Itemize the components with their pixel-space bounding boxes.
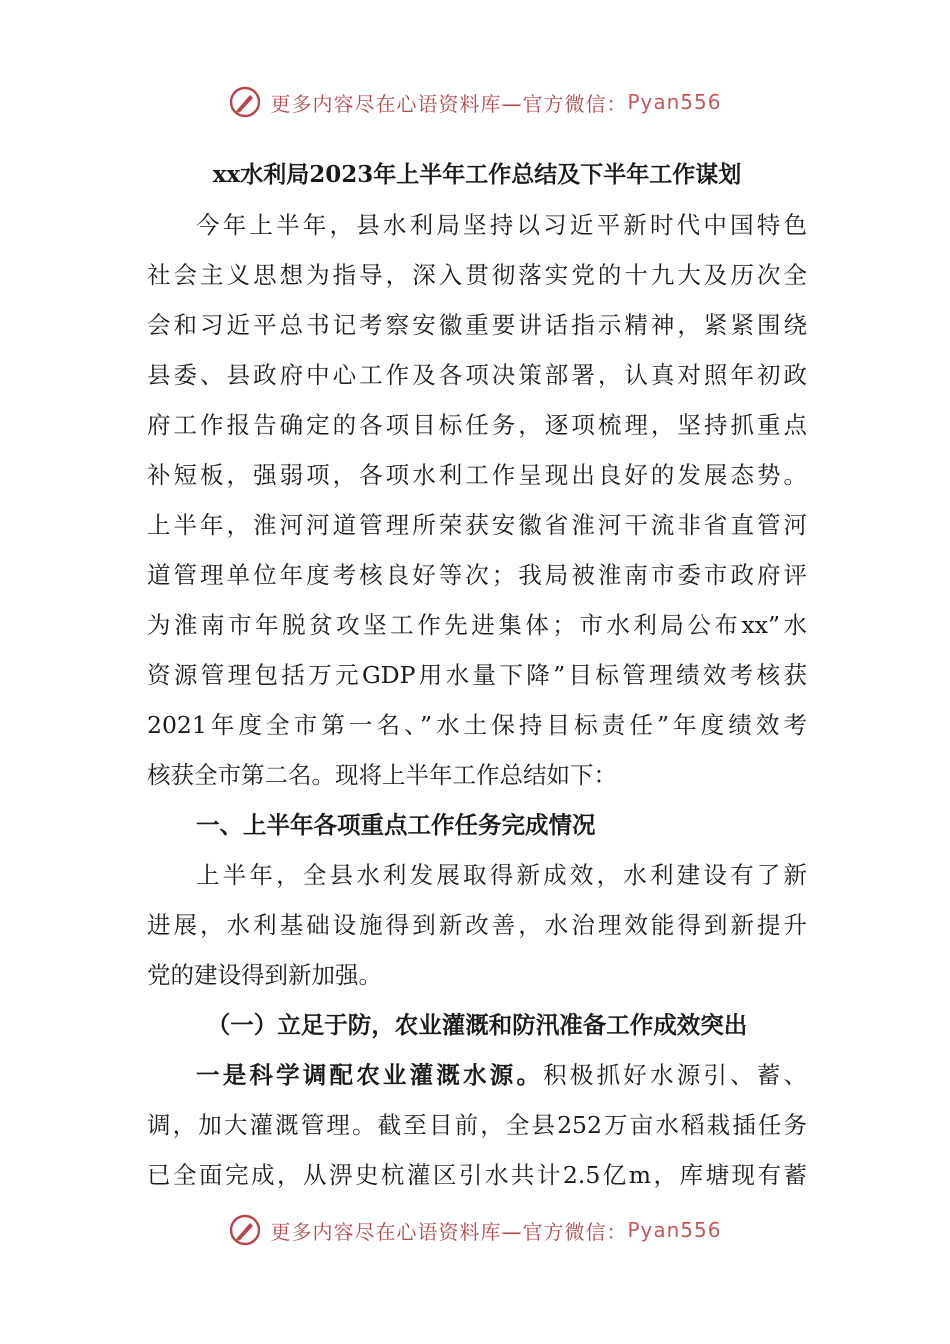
intro-line: 县委、县政府中心工作及各项决策部署，认真对照年初政 — [147, 361, 807, 389]
paragraph-line: 已全面完成，从淠史杭灌区引水共计2.5亿m，库塘现有蓄 — [147, 1161, 807, 1189]
intro-line: 核获全市第二名。现将上半年工作总结如下： — [147, 761, 617, 789]
banner-text: 更多内容尽在心语资料库—官方微信： — [270, 91, 628, 116]
point-lead: 一是科学调配农业灌溉水源。 — [196, 1061, 544, 1089]
paragraph-line: 调，加大灌溉管理。截至目前，全县252万亩水稻栽插任务 — [147, 1111, 807, 1139]
paragraph-line: 进展，水利基础设施得到新改善，水治理效能得到新提升 — [147, 911, 807, 939]
intro-line: 道管理单位年度考核良好等次；我局被淮南市委市政府评 — [147, 561, 807, 589]
intro-line: 上半年，淮河河道管理所荣获安徽省淮河干流非省直管河 — [147, 511, 807, 539]
intro-line: 补短板，强弱项，各项水利工作呈现出良好的发展态势。 — [147, 461, 807, 489]
intro-line: 资源管理包括万元GDP用水量下降”目标管理绩效考核获 — [147, 661, 807, 689]
pen-emblem-icon — [228, 85, 262, 119]
paragraph-line: 上半年，全县水利发展取得新成效，水利建设有了新 — [196, 861, 807, 889]
intro-line: 今年上半年，县水利局坚持以习近平新时代中国特色 — [196, 211, 807, 239]
header-banner — [0, 82, 950, 122]
subsection-heading: （一）立足于防，农业灌溉和防汛准备工作成效突出 — [206, 1011, 748, 1039]
banner-handle: Pyan556 — [627, 90, 722, 114]
point-text: 积极抓好水源引、蓄、 — [543, 1061, 807, 1089]
intro-line: 为淮南市年脱贫攻坚工作先进集体；市水利局公布xx”水 — [147, 611, 807, 639]
intro-line: 会和习近平总书记考察安徽重要讲话指示精神，紧紧围绕 — [147, 311, 807, 339]
section-heading: 一、上半年各项重点工作任务完成情况 — [196, 811, 596, 839]
document-body — [147, 150, 807, 1200]
intro-line: 府工作报告确定的各项目标任务，逐项梳理，坚持抓重点 — [147, 411, 807, 439]
pen-emblem-icon — [228, 1213, 262, 1247]
banner-handle: Pyan556 — [627, 1218, 722, 1242]
intro-line: 2021年度全市第一名、”水土保持目标责任”年度绩效考 — [147, 711, 807, 739]
paragraph-line: 党的建设得到新加强。 — [147, 961, 382, 989]
document-title: xx水利局2023年上半年工作总结及下半年工作谋划 — [212, 161, 742, 188]
paragraph-line — [147, 1050, 807, 1100]
footer-banner — [0, 1210, 950, 1250]
intro-line: 社会主义思想为指导，深入贯彻落实党的十九大及历次全 — [147, 261, 807, 289]
banner-text: 更多内容尽在心语资料库—官方微信： — [270, 1219, 628, 1244]
